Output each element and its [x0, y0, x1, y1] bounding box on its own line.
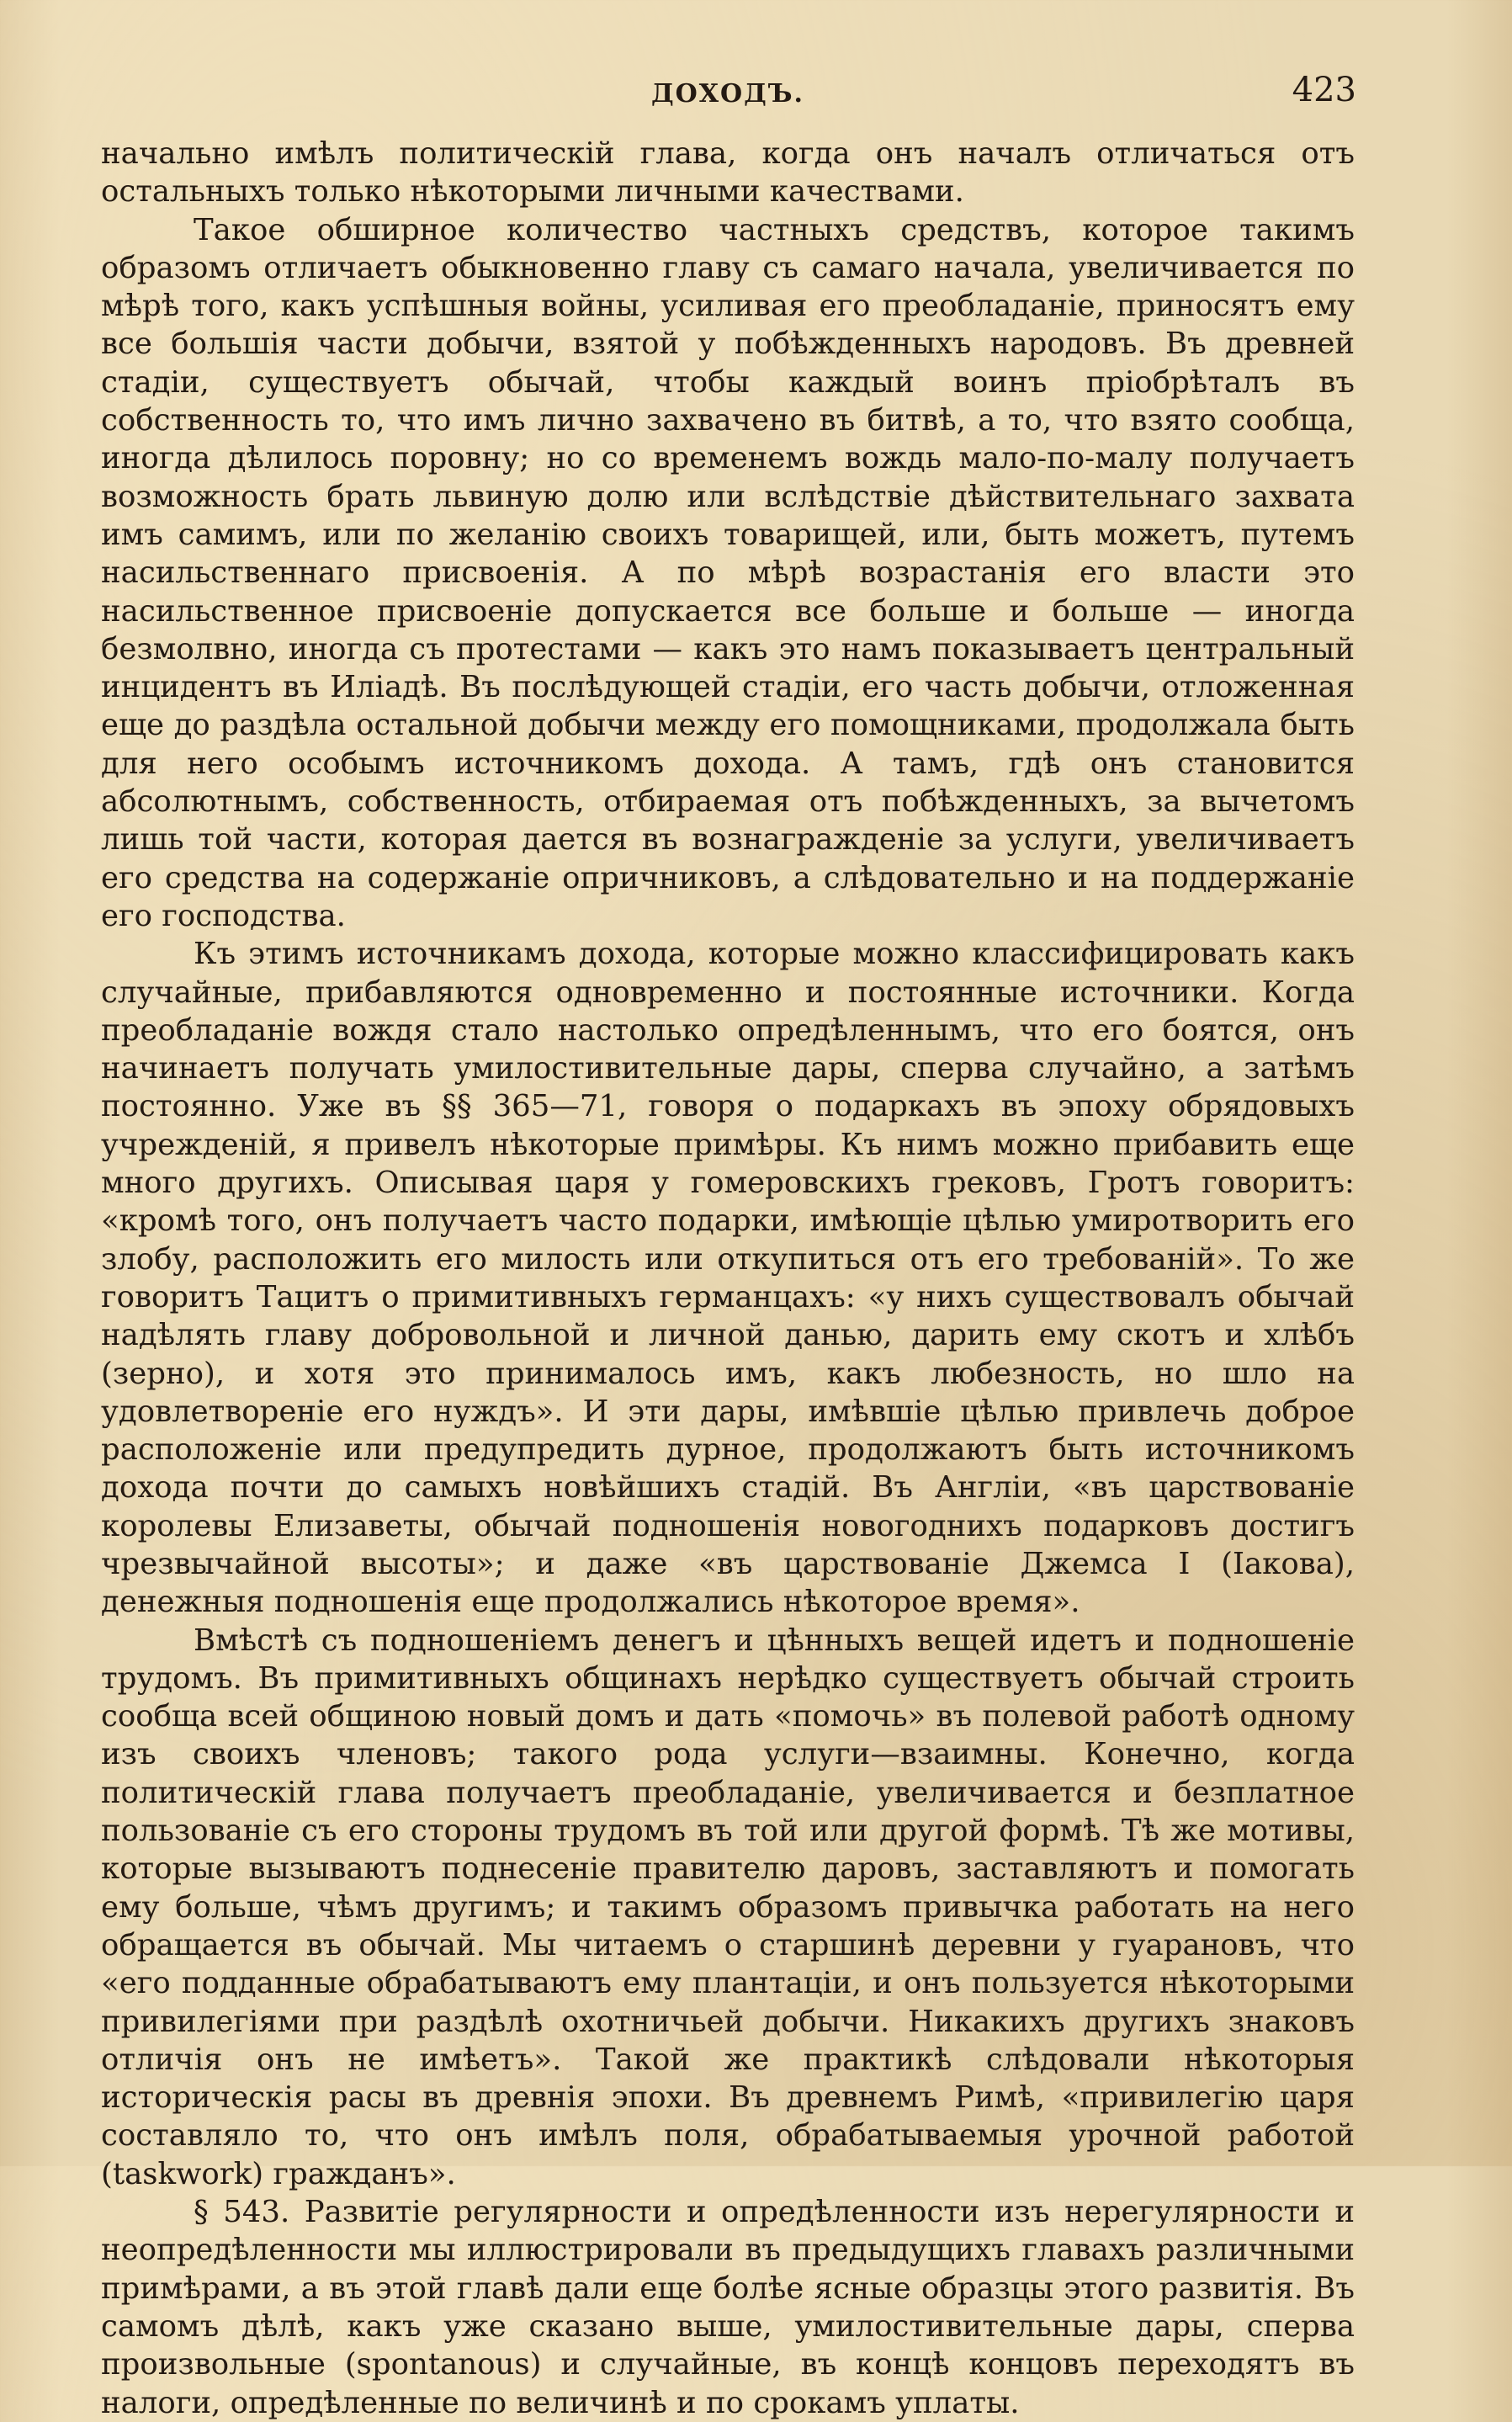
running-title: ДОХОДЪ. — [650, 79, 805, 109]
page-number: 423 — [1292, 71, 1356, 109]
book-page — [101, 69, 1355, 2422]
body-text — [101, 135, 1355, 2422]
paragraph-section-543: § 543. Развитіе регулярности и опредѣленности изъ нерегулярности и неопредѣленности мы иллюстрировали въ предыдущихъ главахъ различными примѣрами, а въ этой главѣ дали еще болѣе ясные образцы этого развитія. Въ самомъ дѣлѣ, какъ уже сказано выше, умилостивительные дары, сперва произвольные (spontanous) и случайные, въ концѣ концовъ переходятъ въ налоги, опредѣленные по величинѣ и по срокамъ уплаты. — [101, 2195, 1355, 2420]
running-head — [101, 69, 1355, 120]
paragraph: Такое обширное количество частныхъ средствъ, которое такимъ образомъ отличаетъ обыкновенно главу съ самаго начала, увеличивается по мѣрѣ того, какъ успѣшныя войны, усиливая его преобладаніе, приносятъ ему все большія части добычи, взятой у побѣжденныхъ народовъ. Въ древней стадіи, существуетъ обычай, чтобы каждый воинъ пріобрѣталъ въ собственность то, что имъ лично захвачено въ битвѣ, а то, что взято сообща, иногда дѣлилось поровну; но со временемъ вождь мало-по-малу получаетъ возможность брать львиную долю или вслѣдствіе дѣйствительнаго захвата имъ самимъ, или по желанію своихъ товарищей, или, быть можетъ, путемъ насильственнаго присвоенія. А по мѣрѣ возрастанія его власти это насильственное присвоеніе допускается все больше и больше — иногда безмолвно, иногда съ протестами — какъ это намъ показываетъ центральный инцидентъ въ Иліадѣ. Въ послѣдующей стадіи, его часть добычи, отложенная еще до раздѣла остальной добычи между его помощниками, продолжала быть для него особымъ источникомъ дохода. А тамъ, гдѣ онъ становится абсолютнымъ, собственность, отбираемая отъ побѣжденныхъ, за вычетомъ лишь той части, которая дается въ вознагражденіе за услуги, увеличиваетъ его средства на содержаніе опричниковъ, а слѣдовательно и на поддержаніе его господства. — [101, 212, 1355, 933]
paragraph: Къ этимъ источникамъ дохода, которые можно классифицировать какъ случайные, прибавляются одновременно и постоянные источники. Когда преобладаніе вождя стало настолько опредѣленнымъ, что его боятся, онъ начинаетъ получать умилостивительные дары, сперва случайно, а затѣмъ постоянно. Уже въ §§ 365—71, говоря о подаркахъ въ эпоху обрядовыхъ учрежденій, я привелъ нѣкоторые примѣры. Къ нимъ можно прибавить еще много другихъ. Описывая царя у гомеровскихъ грековъ, Гротъ говоритъ: «кромѣ того, онъ получаетъ часто подарки, имѣющіе цѣлью умиротворить его злобу, расположить его милость или откупиться отъ его требованій». То же говоритъ Тацитъ о примитивныхъ германцахъ: «у нихъ существовалъ обычай надѣлять главу добровольной и личной данью, дарить ему скотъ и хлѣбъ (зерно), и хотя это принималось имъ, какъ любезность, но шло на удовлетвореніе его нуждъ». И эти дары, имѣвшіе цѣлью привлечь доброе расположеніе или предупредить дурное, продолжаютъ быть источникомъ дохода почти до самыхъ новѣйшихъ стадій. Въ Англіи, «въ царствованіе королевы Елизаветы, обычай подношенія новогоднихъ подарковъ достигъ чрезвычайной высоты»; и даже «въ царствованіе Джемса I (Іакова), денежныя подношенія еще продолжались нѣкоторое время». — [101, 937, 1355, 1620]
paragraph: Вмѣстѣ съ подношеніемъ денегъ и цѣнныхъ вещей идетъ и подношеніе трудомъ. Въ примитивныхъ общинахъ нерѣдко существуетъ обычай строить сообща всей общиною новый домъ и дать «помочь» въ полевой работѣ одному изъ своихъ членовъ; такого рода услуги—взаимны. Конечно, когда политическій глава получаетъ преобладаніе, увеличивается и безплатное пользованіе съ его стороны трудомъ въ той или другой формѣ. Тѣ же мотивы, которые вызываютъ поднесеніе правителю даровъ, заставляютъ и помогать ему больше, чѣмъ другимъ; и такимъ образомъ привычка работать на него обращается въ обычай. Мы читаемъ о старшинѣ деревни у гуарановъ, что «его подданные обрабатываютъ ему плантаціи, и онъ пользуется нѣкоторыми привилегіями при раздѣлѣ охотничьей добычи. Никакихъ другихъ знаковъ отличія онъ не имѣетъ». Такой же практикѣ слѣдовали нѣкоторыя историческія расы въ древнія эпохи. Въ древнемъ Римѣ, «привилегію царя составляло то, что онъ имѣлъ поля, обрабатываемыя урочной работой (taskwork) гражданъ». — [101, 1623, 1355, 2191]
paragraph-continuation: начально имѣлъ политическій глава, когда онъ началъ отличаться отъ остальныхъ только нѣкоторыми личными качествами. — [101, 136, 1355, 210]
